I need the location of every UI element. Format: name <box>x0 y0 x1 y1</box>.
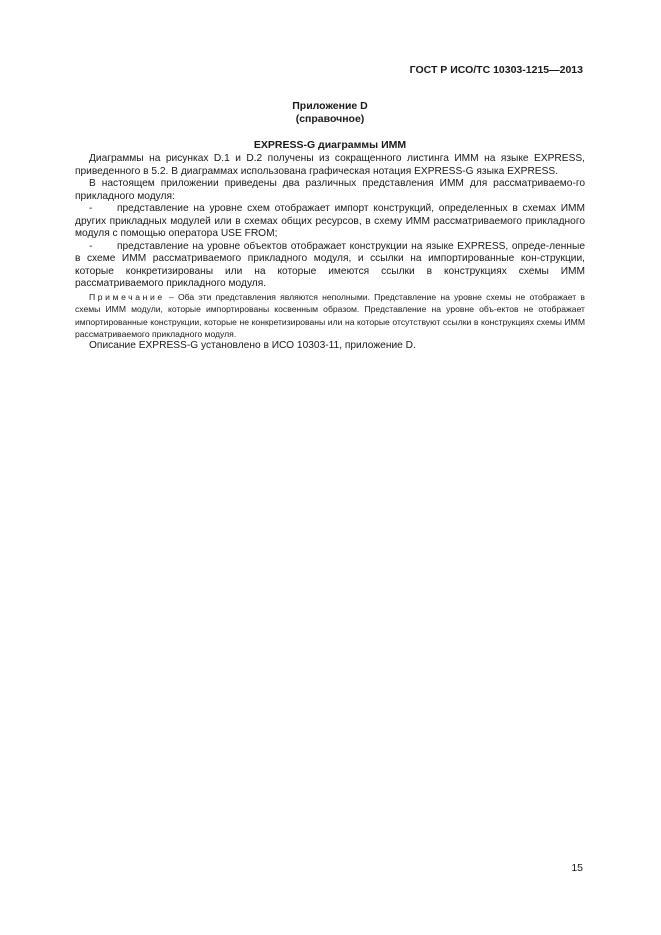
paragraph-diagrams: Диаграммы на рисунках D.1 и D.2 получены из сокращенного листинга ИММ на языке EXPRESS, приведенного в 5.2. В диаграммах использована графическая нотация EXPRESS-G языка EXPRESS. <box>75 153 585 177</box>
annex-title: Приложение D <box>292 100 368 112</box>
note <box>75 291 585 340</box>
list-marker: - <box>89 240 93 252</box>
section-title: EXPRESS-G диаграммы ИММ <box>253 139 407 151</box>
body-text <box>75 153 585 353</box>
list-item-object-level <box>75 241 585 291</box>
list-item-schema-level <box>75 203 585 241</box>
paragraph-representations: В настоящем приложении приведены два различных представления ИММ для рассматриваемо-го прикладного модуля: <box>75 178 585 202</box>
list-item-text: представление на уровне схем отображает импорт конструкций, определенных в схемах ИММ других прикладных модулей или в схемах общих ресурсов, в схему ИММ рассматриваемого прикладного модуля с помощью оператора USE FROM; <box>75 203 585 240</box>
note-text: Оба эти представления являются неполными. Представление на уровне схемы не отображает в схемы ИММ модули, которые импортированы косвенным образом. Представление на уровне объ-ектов не отображает импортированные конструкции, которые не конкретизированы или на которые отсутствуют ссылки в конструкциях схемы ИММ рассматриваемого прикладного модуля. <box>75 292 585 339</box>
list-item-text: представление на уровне объектов отображает конструкции на языке EXPRESS, опреде-ленные в схеме ИММ рассматриваемого прикладного модуля, и ссылки на импортированные кон-струкции, которые конкретизированы или на которые имеются ссылки в конструкциях схемы ИММ рассматриваемого прикладного модуля. <box>75 240 585 290</box>
document-header: ГОСТ Р ИСО/ТС 10303-1215—2013 <box>409 64 583 76</box>
note-label: Примечание <box>89 292 165 303</box>
annex-status: (справочное) <box>295 113 365 125</box>
note-dash: – <box>164 292 178 303</box>
annex-heading <box>75 100 585 126</box>
paragraph-express-g-reference: Описание EXPRESS-G установлено в ИСО 10303-11, приложение D. <box>89 340 416 352</box>
page-number: 15 <box>571 862 583 874</box>
list-marker: - <box>89 203 93 215</box>
